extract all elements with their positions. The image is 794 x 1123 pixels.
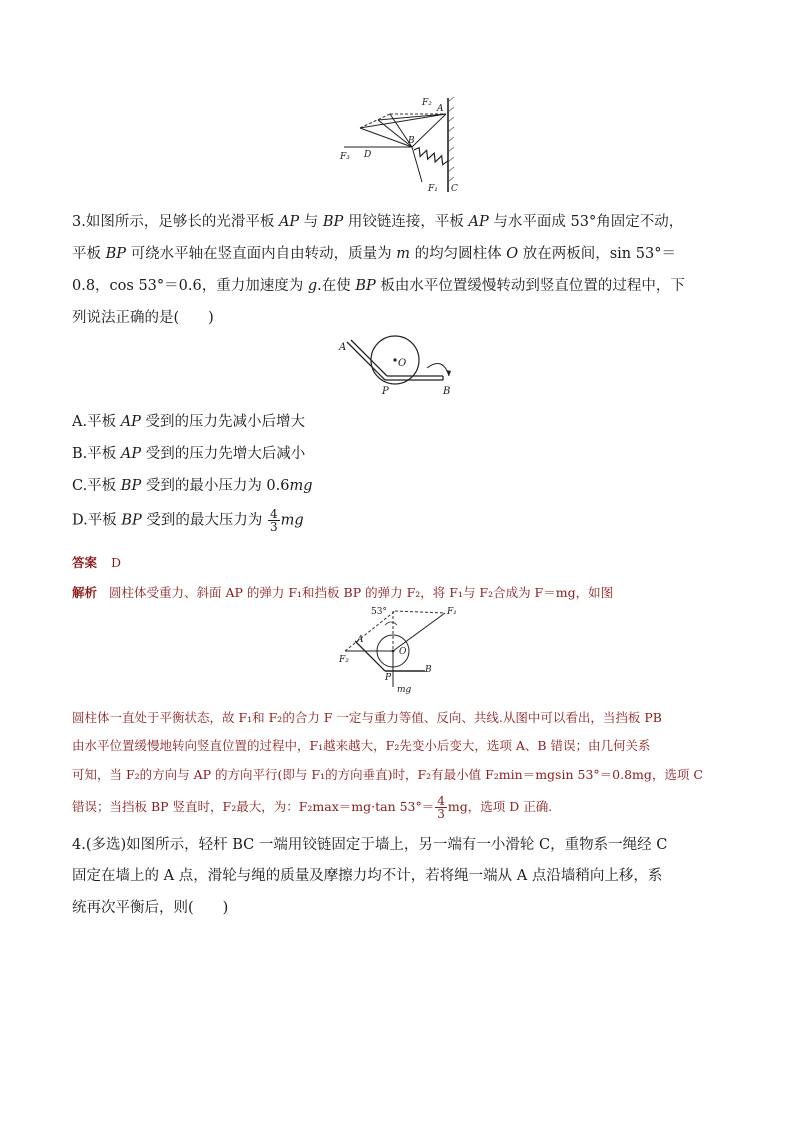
figure-force-analysis [335,605,465,700]
option-d-fraction: $\frac{4}{3}$ [269,507,278,534]
fig3-label-b: B [425,665,432,675]
analysis-line-1: 解析 圆柱体受重力、斜面 AP 的弹力 F₁和挡板 BP 的弹力 F₂，将 F₁与 F₂合成为 F＝mg，如图 [72,585,614,600]
fig3-label-angle: 53° [371,607,387,617]
fig2-label-b: B [443,386,451,397]
q4-line-1: 4.(多选)如图所示，轻杆 BC 一端用铰链固定于墙上，另一端有一小滑轮 C，重物系一绳经 C [72,837,668,853]
fig1-label-f2: F₂ [422,98,432,108]
fig1-label-d: D [364,150,372,160]
answer-line [72,553,121,571]
fig2-label-o: O [398,358,407,369]
fig1-label-a: A [437,104,444,114]
fig3-label-f2: F₂ [339,655,349,665]
figure-cylinder-boards [335,332,465,402]
option-d[interactable]: D.平板 BP 受到的最大压力为 $\frac{4}{3}$ mg [72,507,304,534]
fig3-label-o: O [399,647,407,657]
answer-value: D [111,555,122,570]
analysis-line-3: 由水平位置缓慢地转向竖直位置的过程中，F₁越来越大，F₂先变小后变大，选项 A、B 错误；由几何关系 [72,738,651,753]
option-b[interactable]: B.平板 AP 受到的压力先增大后减小 [72,446,306,462]
analysis-line-2: 圆柱体一直处于平衡状态，故 F₁和 F₂的合力 F 一定与重力等值、反向、共线.从图中可以看出，当挡板 PB [72,710,662,725]
fig1-label-c: C [451,184,458,194]
analysis-line-5: 错误；当挡板 BP 竖直时，F₂最大，为：F₂max＝mg·tan 53°＝ $\frac{4}{3}$ mg，选项 D 正确. [72,794,553,821]
fig3-label-a: A [357,635,364,645]
fig3-label-p: P [385,673,392,683]
q4-line-2: 固定在墙上的 A 点，滑轮与绳的质量及摩擦力均不计，若将绳一端从 A 点沿墙稍向上移，系 [72,868,663,884]
q3-line-2: 平板 BP 可绕水平轴在竖直面内自由转动，质量为 m 的均匀圆柱体 O 放在两板间，sin 53°＝ [72,246,676,262]
figure-wall-spring-svg [330,92,470,202]
analysis-line-4: 可知，当 F₂的方向与 AP 的方向平行(即与 F₁的方向垂直)时，F₂有最小值 F₂min＝mgsin 53°＝0.8mg，选项 C [72,767,703,782]
fig2-label-a: A [339,342,347,353]
analysis-label: 解析 [72,585,98,600]
analysis-fraction: $\frac{4}{3}$ [437,794,445,821]
fig1-label-f1: F₁ [428,184,438,194]
fig1-label-b: B [408,136,415,146]
fig3-label-f1: F₁ [447,607,457,617]
q4-line-3: 统再次平衡后，则( ) [72,900,229,916]
fig1-label-f3: F₃ [340,152,350,162]
option-c[interactable]: C.平板 BP 受到的最小压力为 0.6mg [72,478,313,494]
fig2-label-p: P [382,386,389,397]
fig3-label-mg: mg [397,685,412,695]
figure-wall-spring [330,92,470,202]
q3-line-4: 列说法正确的是( ) [72,310,214,326]
option-a[interactable]: A.平板 AP 受到的压力先减小后增大 [72,414,306,430]
q3-line-3: 0.8，cos 53°＝0.6，重力加速度为 g.在使 BP 板由水平位置缓慢转动到竖直位置的过程中，下 [72,278,685,294]
q3-line-1: 3.如图所示，足够长的光滑平板 AP 与 BP 用铰链连接，平板 AP 与水平面成 53°角固定不动， [72,214,684,230]
answer-label: 答案 [72,555,98,570]
